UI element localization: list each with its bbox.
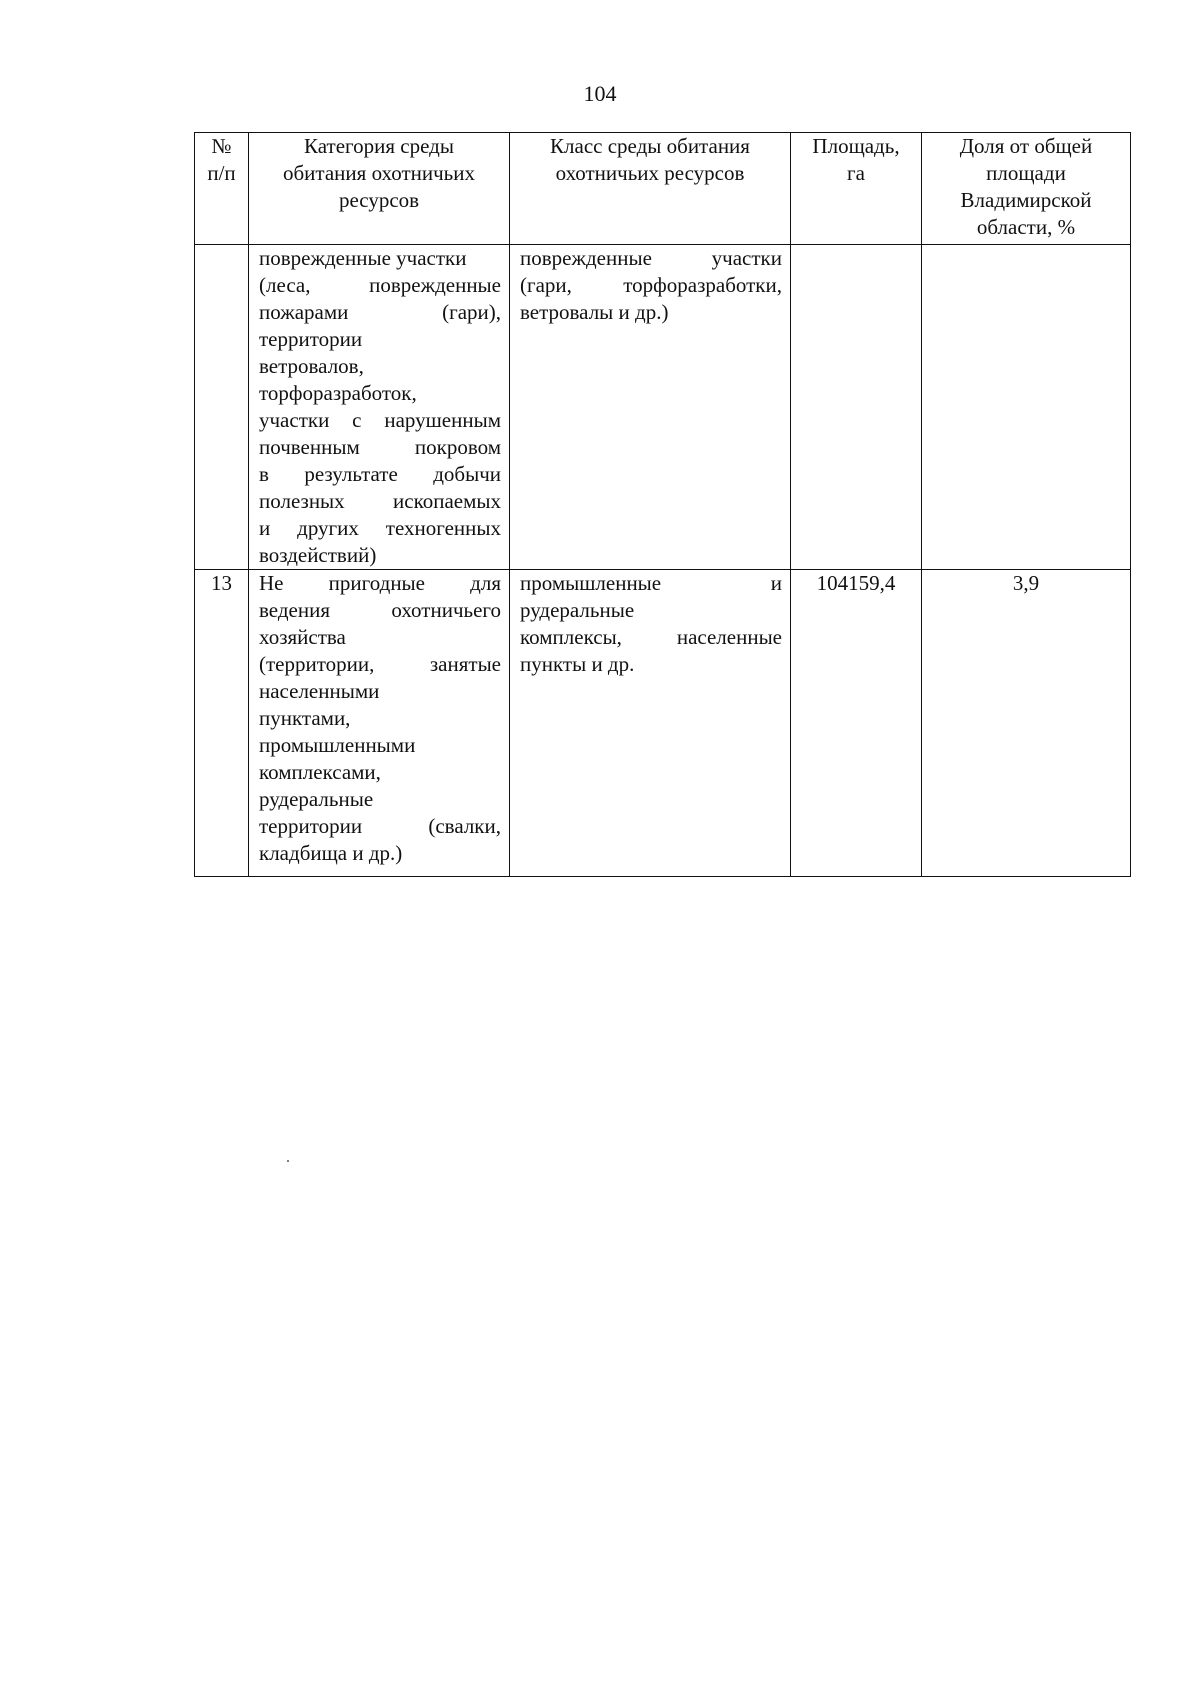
category-line: пунктами, xyxy=(259,706,351,730)
category-line: почвенным покровом xyxy=(259,435,501,459)
table-row xyxy=(195,245,1131,570)
row-number-cell xyxy=(195,245,249,570)
class-cell xyxy=(510,245,791,570)
header-class xyxy=(510,133,791,245)
share-cell: 3,9 xyxy=(922,570,1131,877)
category-line: ведения охотничьего xyxy=(259,598,501,622)
header-num-line: № xyxy=(211,134,232,158)
category-line: воздействий) xyxy=(259,543,377,567)
header-area-line: Площадь, xyxy=(812,134,900,158)
category-line: (территории, занятые xyxy=(259,652,501,676)
category-line: участки с нарушенным xyxy=(259,408,501,432)
category-line: населенными xyxy=(259,679,380,703)
page-number: 104 xyxy=(583,81,617,106)
header-category-line: ресурсов xyxy=(338,188,420,212)
class-line: поврежденные участки xyxy=(520,246,782,270)
area-cell xyxy=(791,245,922,570)
category-cell xyxy=(249,570,510,877)
header-class-line: охотничьих ресурсов xyxy=(555,161,745,185)
header-share-line: Доля от общей xyxy=(959,134,1093,158)
category-cell xyxy=(249,245,510,570)
area-cell: 104159,4 xyxy=(791,570,922,877)
scan-speck xyxy=(287,1160,289,1162)
header-class-line: Класс среды обитания xyxy=(550,134,750,158)
category-line: Не пригодные для xyxy=(259,571,501,595)
category-line: промышленными xyxy=(259,733,416,757)
class-line: промышленные и xyxy=(520,571,782,595)
class-line: рудеральные xyxy=(520,598,635,622)
class-line: пункты и др. xyxy=(520,652,635,676)
header-area xyxy=(791,133,922,245)
category-line: полезных ископаемых xyxy=(259,489,501,513)
category-line: в результате добычи xyxy=(259,462,501,486)
header-share-line: области, % xyxy=(976,215,1076,239)
category-line: пожарами (гари), xyxy=(259,300,501,324)
class-cell xyxy=(510,570,791,877)
category-line: торфоразработок, xyxy=(259,381,417,405)
header-share-line: площади xyxy=(986,161,1066,185)
class-line: комплексы, населенные xyxy=(520,625,782,649)
category-line: территории (свалки, xyxy=(259,814,501,838)
category-line: и других техногенных xyxy=(259,516,501,540)
category-line: рудеральные xyxy=(259,787,374,811)
header-num-line: п/п xyxy=(207,161,236,185)
header-share xyxy=(922,133,1131,245)
category-line: поврежденные участки xyxy=(259,246,467,270)
header-area-line: га xyxy=(847,161,865,185)
category-line: (леса, поврежденные xyxy=(259,273,501,297)
class-line: ветровалы и др.) xyxy=(520,300,669,324)
category-line: ветровалов, xyxy=(259,354,364,378)
habitat-table xyxy=(194,132,1131,877)
header-share-line: Владимирской xyxy=(960,188,1092,212)
header-category xyxy=(249,133,510,245)
table-row xyxy=(195,570,1131,877)
table-header-row xyxy=(195,133,1131,245)
header-category-line: Категория среды xyxy=(304,134,454,158)
category-line: территории xyxy=(259,327,363,351)
category-line: хозяйства xyxy=(259,625,346,649)
header-category-line: обитания охотничьих xyxy=(283,161,475,185)
class-line: (гари, торфоразработки, xyxy=(520,273,782,297)
category-line: комплексами, xyxy=(259,760,381,784)
category-line: кладбища и др.) xyxy=(259,841,403,865)
share-cell xyxy=(922,245,1131,570)
row-number-cell: 13 xyxy=(195,570,249,877)
header-num xyxy=(195,133,249,245)
